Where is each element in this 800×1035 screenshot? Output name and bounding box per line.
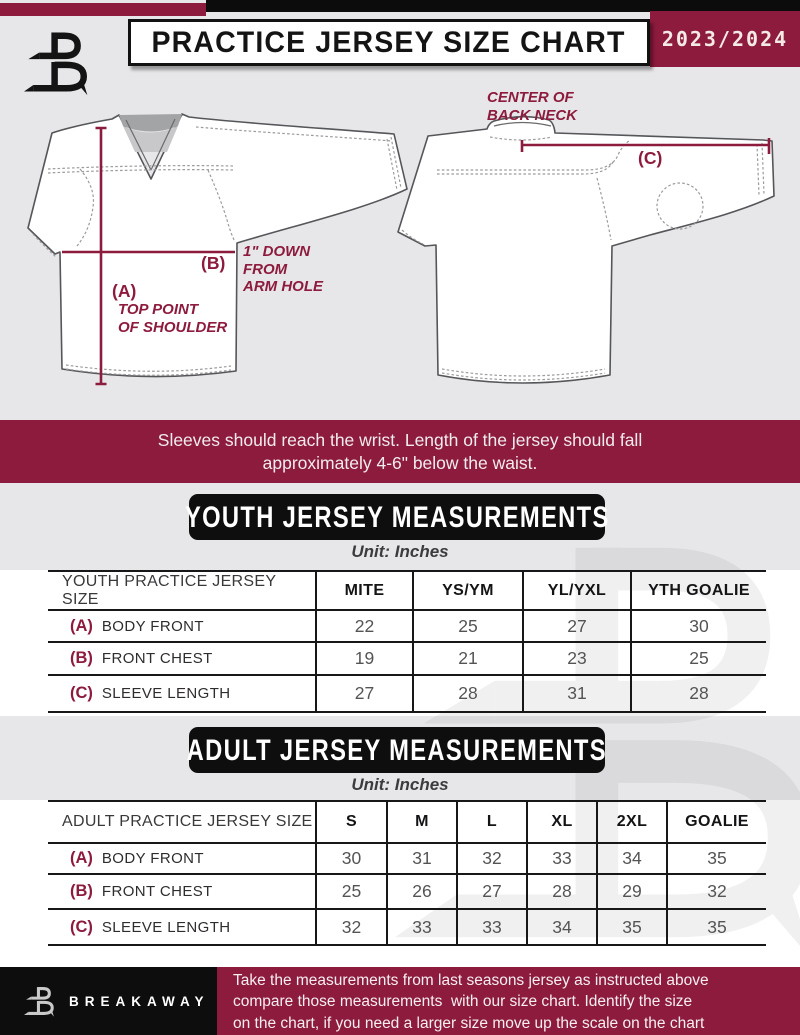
adult-value: 30 [316,843,387,874]
youth-column-ysym: YS/YM [413,571,523,610]
adult-section-title [186,727,608,773]
measurement-a-caption-line2: OF SHOULDER [118,318,228,336]
measurement-a-label: (A) [112,281,137,301]
measurement-b-caption-line2: FROM [243,260,288,278]
footer-note-line-2: compare those measurements with our size chart. Identify the size [233,993,693,1011]
adult-value: 33 [457,909,527,945]
youth-value: 28 [413,675,523,712]
adult-value: 32 [667,874,766,909]
adult-column-l: L [457,801,527,843]
adult-unit-label: Unit: Inches [351,775,449,794]
row-tag: (A) [70,849,93,867]
youth-column-mite: MITE [316,571,413,610]
adult-column-2xl: 2XL [597,801,667,843]
measurement-b-caption-line3: ARM HOLE [243,278,323,295]
footer-note-line-3: on the chart, if you need a larger size move up the scale on the chart [233,1014,705,1032]
adult-row-body-front [48,843,766,874]
footer-logo-icon [24,983,58,1019]
page-title [128,19,650,66]
youth-row-front-chest [48,642,766,675]
adult-value: 32 [316,909,387,945]
youth-value: 27 [316,675,413,712]
youth-value: 31 [523,675,631,712]
adult-row-sleeve-length [48,909,766,945]
adult-row-label [48,909,316,945]
row-name: FRONT CHEST [101,883,213,900]
fit-note-line-2: approximately 4-6" below the waist. [262,452,538,473]
row-tag: (B) [70,649,93,667]
adult-value: 34 [597,843,667,874]
adult-column-goalie: GOALIE [667,801,766,843]
season-text: 2023/2024 [661,27,789,51]
row-name: BODY FRONT [101,850,204,867]
youth-value: 21 [413,642,523,675]
row-tag: (A) [70,616,93,635]
youth-row-sleeve-length [48,675,766,712]
measurement-b-label: (B) [201,253,226,273]
adult-value: 28 [527,874,597,909]
footer-note-line-1: Take the measurements from last seasons jersey as instructed above [233,971,709,989]
adult-size-header-cell: ADULT PRACTICE JERSEY SIZE [62,813,313,830]
adult-header-row [48,801,766,843]
youth-section-title [184,494,610,540]
row-name: SLEEVE LENGTH [101,918,231,936]
youth-size-table [48,570,766,713]
adult-value: 29 [597,874,667,909]
measurement-a-caption-line1: TOP POINT [118,301,199,318]
adult-column-s: S [316,801,387,843]
measurement-b-caption [243,243,323,296]
row-name: BODY FRONT [101,617,204,635]
adult-value: 35 [597,909,667,945]
adult-column-xl: XL [527,801,597,843]
youth-value: 27 [523,610,631,642]
youth-section-title-text: YOUTH JERSEY MEASUREMENTS [184,499,610,533]
youth-value: 22 [316,610,413,642]
adult-row-front-chest [48,874,766,909]
row-name: FRONT CHEST [101,650,213,667]
measurement-a-caption [118,301,227,336]
adult-value: 27 [457,874,527,909]
youth-unit-label: Unit: Inches [351,542,449,561]
youth-row-label [48,642,316,675]
top-maroon-bar [0,3,206,16]
adult-value: 34 [527,909,597,945]
youth-size-header-cell: YOUTH PRACTICE JERSEY SIZE [62,572,277,608]
footer-brand-block [0,967,217,1035]
page-title-text: PRACTICE JERSEY SIZE CHART [151,25,627,59]
adult-value: 26 [387,874,457,909]
youth-value: 23 [523,642,631,675]
measurement-c-label: (C) [638,148,663,168]
footer-instructions [217,967,800,1035]
breakaway-logo-icon [24,24,96,100]
adult-value: 25 [316,874,387,909]
season-badge [650,11,800,67]
adult-row-label [48,874,316,909]
adult-value: 33 [527,843,597,874]
youth-value: 25 [413,610,523,642]
footer-brand-name: BREAKAWAY [69,993,210,1009]
youth-row-label [48,610,316,642]
adult-size-table [48,800,766,946]
measurement-b-caption-line1: 1" DOWN [243,243,311,260]
adult-value: 32 [457,843,527,874]
back-jersey-outline [398,117,774,383]
row-tag: (C) [70,684,93,702]
youth-header-row [48,571,766,610]
fit-note-line-1: Sleeves should reach the wrist. Length of the jersey should fall [157,430,643,450]
youth-value: 28 [631,675,766,712]
youth-row-label [48,675,316,712]
youth-column-ylyxl: YL/YXL [523,571,631,610]
youth-row-body-front [48,610,766,642]
youth-value: 30 [631,610,766,642]
fit-note-banner [0,420,800,483]
row-name: SLEEVE LENGTH [101,685,231,702]
back-neck-caption-line1: CENTER OF [487,89,574,106]
adult-value: 35 [667,909,766,945]
adult-value: 31 [387,843,457,874]
row-tag: (B) [70,882,93,900]
back-jersey-diagram [398,117,774,383]
youth-value: 19 [316,642,413,675]
adult-section-title-text: ADULT JERSEY MEASUREMENTS [186,732,608,766]
adult-value: 35 [667,843,766,874]
adult-value: 33 [387,909,457,945]
youth-value: 25 [631,642,766,675]
row-tag: (C) [70,917,93,936]
youth-column-goalie: YTH GOALIE [631,571,766,610]
adult-column-m: M [387,801,457,843]
back-neck-caption [487,89,577,124]
adult-row-label [48,843,316,874]
front-jersey-diagram [28,114,407,384]
front-jersey-outline [28,114,407,377]
back-neck-caption-line2: BACK NECK [487,106,577,124]
